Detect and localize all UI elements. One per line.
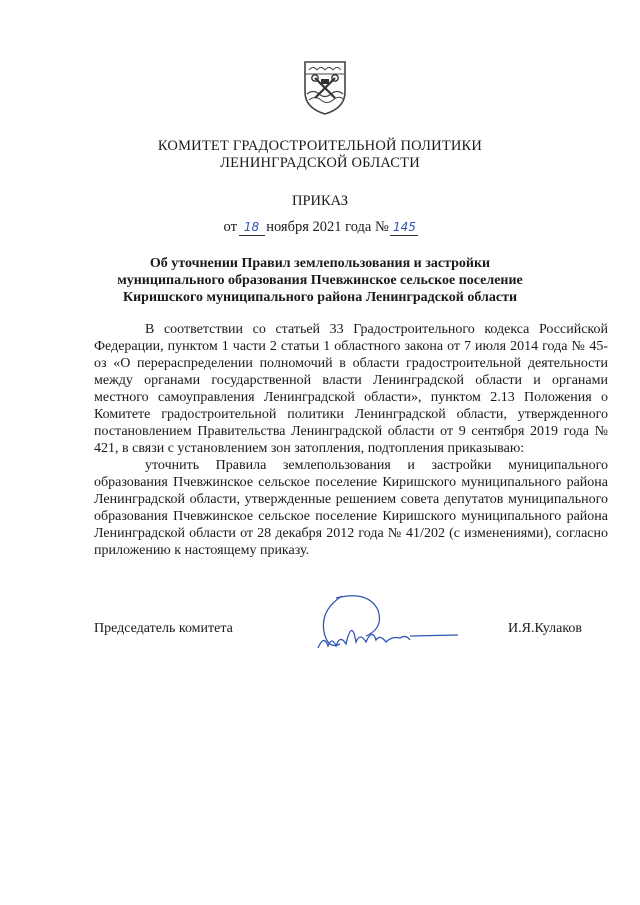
- committee-name-line2: ЛЕНИНГРАДСКОЙ ОБЛАСТИ: [220, 155, 420, 171]
- subject-line1: Об уточнении Правил землепользования и застройки: [149, 256, 491, 271]
- subject-line3: Киришского муниципального района Ленинградской области: [122, 290, 518, 305]
- order-number-handwritten: 145: [392, 218, 416, 237]
- date-prefix: от: [223, 219, 237, 235]
- committee-name-line1: КОМИТЕТ ГРАДОСТРОИТЕЛЬНОЙ ПОЛИТИКИ: [157, 138, 483, 154]
- signatory-position: Председатель комитета: [94, 621, 233, 636]
- handwritten-signature-icon: [310, 588, 460, 660]
- order-date-line: [0, 218, 640, 237]
- document-type: ПРИКАЗ: [291, 193, 349, 209]
- body-paragraph-order: уточнить Правила землепользования и застройки муниципального образования Пчевжинское сельское поселение Киришского муниципального района Ленинградской области, утвержденные решением совета депутатов муниципального образования Пчевжинское сельское поселение Киришского муниципального района Ленинградской области от 28 декабря 2012 года № 41/202 (с изменениями), согласно приложению к настоящему приказу.: [94, 458, 608, 558]
- order-subject: [0, 255, 640, 306]
- order-day-handwritten: 18: [241, 218, 263, 237]
- coat-of-arms-icon: [301, 58, 349, 116]
- order-body: [94, 321, 608, 559]
- date-middle: ноября 2021 года №: [266, 219, 389, 235]
- signatory-name: И.Я.Кулаков: [508, 621, 583, 636]
- subject-line2: муниципального образования Пчевжинское сельское поселение: [117, 273, 523, 288]
- body-paragraph-basis: В соответствии со статьей 33 Градостроительного кодекса Российской Федерации, пунктом 1 части 2 статьи 1 областного закона от 7 июля 2014 года № 45-оз «О перераспределении полномочий в области градостроительной деятельности между органами государственной власти Ленинградской области и органами местного самоуправления Ленинградской области», пунктом 2.13 Положения о Комитете градостроительной политики Ленинградской области, утвержденного постановлением Правительства Ленинградской области от 9 сентября 2019 года № 421, в связи с установлением зон затопления, подтопления приказываю:: [94, 322, 608, 456]
